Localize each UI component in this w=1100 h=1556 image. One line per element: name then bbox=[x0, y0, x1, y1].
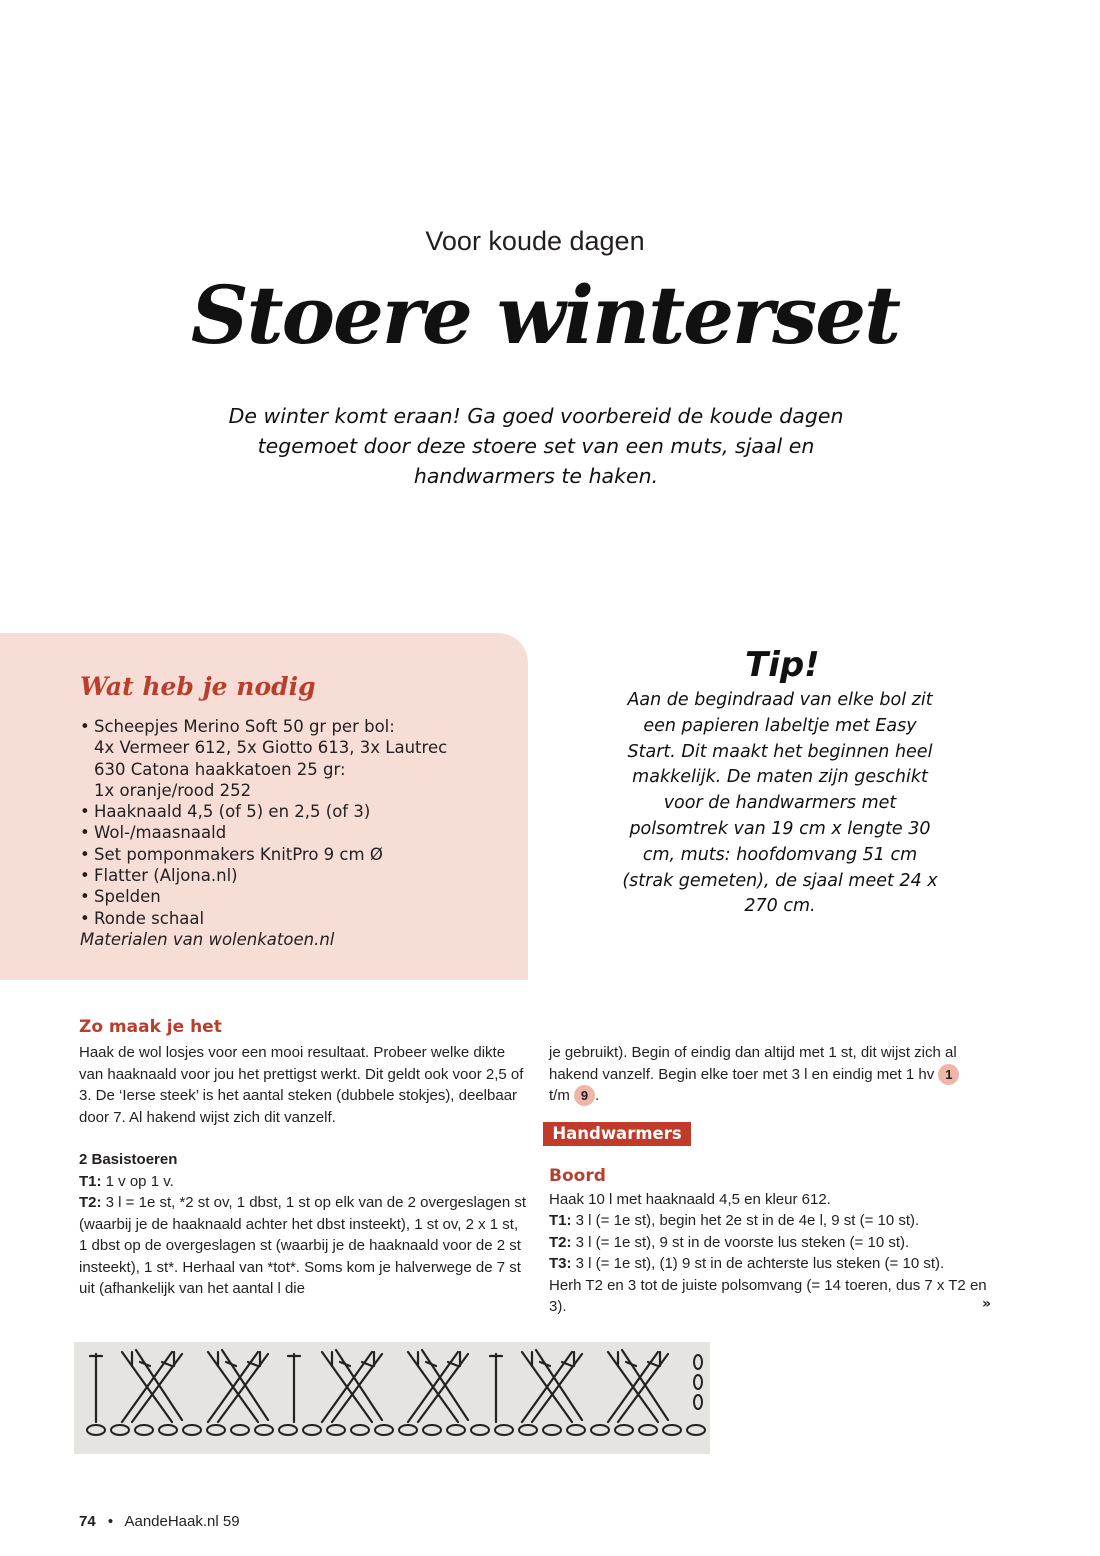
materials-item: • Flatter (Aljona.nl) bbox=[80, 865, 447, 886]
howto-continued: je gebruikt). Begin of eindig dan altijd met 1 st, dit wijst zich al hakend vanzelf. Begin elke toer met 3 l en eindig met 1 hv 1 t/m 9 . bbox=[549, 1042, 979, 1107]
materials-list bbox=[80, 716, 447, 929]
basis-title: 2 Basistoeren bbox=[79, 1151, 178, 1168]
step-badge: 1 bbox=[938, 1064, 959, 1085]
page-title: Stoere winterset bbox=[190, 268, 900, 362]
page-footer: 74 • AandeHaak.nl 59 bbox=[79, 1513, 240, 1530]
instructions-column-1 bbox=[79, 1017, 529, 1300]
round-t3: T3: 3 l (= 1e st), (1) 9 st in de achterste lus steken (= 10 st). bbox=[549, 1255, 945, 1272]
repeat-note: Herh T2 en 3 tot de juiste polsomvang (= 14 toeren, dus 7 x T2 en 3). bbox=[549, 1276, 987, 1315]
instructions-column-2 bbox=[549, 1042, 979, 1107]
round-t2: T2: 3 l = 1e st, *2 st ov, 1 dbst, 1 st op elk van de 2 overgeslagen st (waarbij je de haaknaald achter het dbst insteekt), 1 st ov, 2 x 1 st, 1 dbst op de overgeslagen st (waarbij je de haaknaald voor de 2 st insteekt), 1 st*. Herhaal van *tot*. Soms kom je halverwege de 7 st uit (afhankelijk van het aantal l die bbox=[79, 1194, 527, 1297]
continue-arrow-icon: » bbox=[982, 1296, 992, 1312]
handwarmers-instructions bbox=[549, 1166, 992, 1318]
howto-paragraph: Haak de wol losjes voor een mooi resultaat. Probeer welke dikte van haaknaald voor jou het prettigst werkt. Dit geldt ook voor 2,5 of 3. De ‘Ierse steek’ is het aantal steken (dubbele stokjes), deelbaar door 7. Al hakend wijst zich dit vanzelf. bbox=[79, 1044, 524, 1126]
round-t1: T1: 3 l (= 1e st), begin het 2e st in de 4e l, 9 st (= 10 st). bbox=[549, 1212, 920, 1229]
intro-text: De winter komt eraan! Ga goed voorbereid de koude dagen tegemoet door deze stoere set van een muts, sjaal en handwarmers te haken. bbox=[228, 404, 844, 488]
tip-text: Aan de begindraad van elke bol zit een papieren labeltje met Easy Start. Dit maakt het beginnen heel makkelijk. De maten zijn geschikt voor de handwarmers met polsomtrek van 19 cm x lengte 30 cm, muts: hoofdomvang 51 cm (strak gemeten), de sjaal meet 24 x 270 cm. bbox=[622, 690, 938, 917]
materials-item: • Haaknaald 4,5 (of 5) en 2,5 (of 3) bbox=[80, 801, 447, 822]
materials-item: • Ronde schaal bbox=[80, 908, 447, 929]
section-banner-handwarmers: Handwarmers bbox=[543, 1122, 691, 1146]
crochet-chart-diagram bbox=[74, 1342, 710, 1454]
materials-note: Materialen van wolenkatoen.nl bbox=[80, 930, 335, 949]
round-t2: T2: 3 l (= 1e st), 9 st in de voorste lus steken (= 10 st). bbox=[549, 1233, 910, 1251]
howto-title: Zo maak je het bbox=[79, 1017, 222, 1037]
boord-title: Boord bbox=[549, 1166, 606, 1186]
round-t1: T1: 1 v op 1 v. bbox=[79, 1172, 174, 1190]
page-number: 74 bbox=[79, 1513, 96, 1530]
boord-intro: Haak 10 l met haaknaald 4,5 en kleur 612. bbox=[549, 1190, 831, 1208]
materials-item: • Spelden bbox=[80, 886, 447, 907]
tip-title: Tip! bbox=[745, 645, 820, 685]
materials-title: Wat heb je nodig bbox=[80, 672, 316, 701]
materials-item: • Scheepjes Merino Soft 50 gr per bol: 4x Vermeer 612, 5x Giotto 613, 3x Lautrec 630 Catona haakkatoen 25 gr: 1x oranje/rood 252 bbox=[80, 716, 447, 801]
materials-item: • Wol-/maasnaald bbox=[80, 822, 447, 843]
magazine-name: AandeHaak.nl 59 bbox=[124, 1513, 240, 1530]
page-kicker: Voor koude dagen bbox=[425, 226, 645, 256]
step-badge: 9 bbox=[574, 1085, 595, 1106]
materials-item: • Set pomponmakers KnitPro 9 cm Ø bbox=[80, 844, 447, 865]
